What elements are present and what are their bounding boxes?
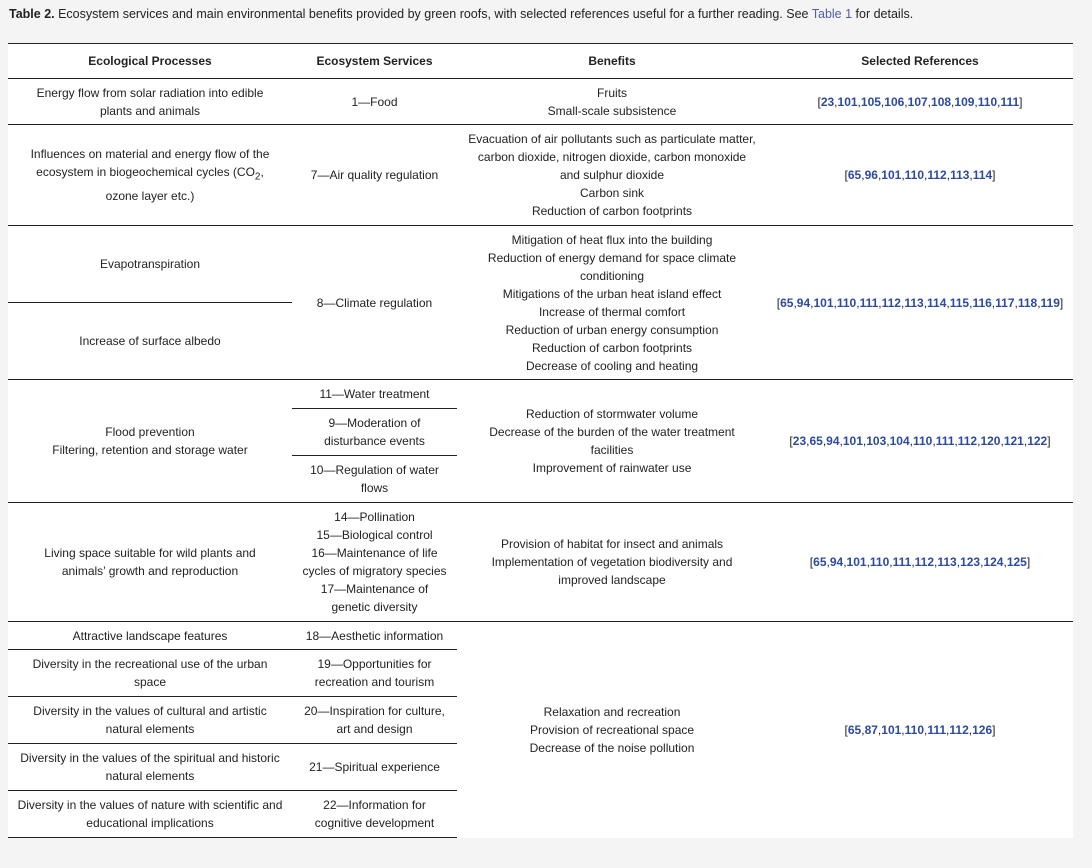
service-cell [292,456,457,503]
cell-line: Relaxation and recreation [543,704,681,719]
reference-link[interactable]: 104 [889,434,910,448]
ref-separator: , [932,434,936,448]
reference-link[interactable]: 65 [809,434,823,448]
reference-link[interactable]: 65 [813,555,827,569]
reference-link[interactable]: 126 [972,722,993,737]
cell-line: Increase of surface albedo [79,334,221,348]
reference-link[interactable]: 120 [980,434,1001,448]
cell-line: carbon dioxide, nitrogen dioxide, carbon monoxide [477,150,747,164]
reference-link[interactable]: 113 [937,555,957,569]
reference-link[interactable]: 101 [846,555,867,569]
ref-separator: , [877,722,882,737]
cell-line: 8—Climate regulation [316,295,433,310]
ref-separator: , [878,295,882,310]
ref-separator: , [946,722,950,737]
cell-line: space [133,675,167,689]
reference-link[interactable]: 110 [904,722,924,737]
cell-line: educational implications [86,816,214,830]
ref-separator: , [843,555,847,569]
ref-separator: , [822,434,827,448]
ref-separator: , [810,295,814,310]
references-cell [767,226,1073,380]
reference-link[interactable]: 108 [931,94,952,109]
process-cell [8,79,292,125]
reference-link[interactable]: 111 [935,434,955,448]
process-line: Influences on material and energy flow of the [30,147,270,162]
cell-line: improved landscape [558,573,666,587]
reference-link[interactable]: 111 [859,295,879,310]
process-cell [8,226,292,303]
reference-link[interactable]: 118 [1017,295,1038,310]
process-line [12,163,288,186]
reference-link[interactable]: 122 [1027,434,1048,448]
cell-line: Implementation of vegetation biodiversity and [491,555,733,569]
cell-line: Carbon sink [579,186,645,200]
cell-line: Increase of thermal comfort [538,304,686,319]
ref-separator: , [857,94,861,109]
process-cell [8,125,292,226]
reference-link[interactable]: 107 [907,94,928,109]
cell-line: flows [360,481,389,495]
cell-line: 7—Air quality regulation [310,168,439,182]
reference-link[interactable]: 113 [950,168,970,182]
service-cell [292,622,457,650]
cell-line: 9—Moderation of [328,416,421,430]
cell-line: Reduction of urban energy consumption [505,322,719,337]
reference-link[interactable]: 65 [780,295,794,310]
reference-link[interactable]: 110 [913,434,933,448]
header-ecological-processes: Ecological Processes [8,44,292,79]
ref-separator: , [880,94,885,109]
bracket-close: ] [1059,295,1064,310]
service-cell [292,409,457,456]
ref-separator: , [861,722,865,737]
cell-line: conditioning [579,268,645,283]
cell-line: Decrease of the burden of the water treatment [489,425,735,439]
ref-separator: , [1003,555,1007,569]
reference-link[interactable]: 94 [796,295,811,310]
process-cell [8,697,292,744]
ref-separator: , [833,295,837,310]
cell-line: 18—Aesthetic information [305,628,444,643]
reference-link[interactable]: 112 [914,555,935,569]
cell-line: recreation and tourism [314,675,435,689]
reference-link[interactable]: 110 [836,295,857,310]
service-cell [292,226,457,380]
ref-separator: , [969,168,973,182]
reference-link[interactable]: 105 [860,94,881,109]
ref-separator: , [969,295,973,310]
ref-separator: , [946,295,950,310]
ref-separator: , [877,168,882,182]
references-cell [767,380,1073,503]
reference-link[interactable]: 96 [864,168,878,182]
references-cell [767,622,1073,838]
ref-separator: , [889,555,893,569]
bracket-open: [ [844,168,848,182]
cell-line: natural elements [105,722,195,736]
ref-separator: , [1023,434,1028,448]
service-cell [292,744,457,791]
bracket-open: [ [809,555,814,569]
ref-separator: , [974,94,978,109]
reference-link[interactable]: 103 [866,434,887,448]
reference-link[interactable]: 110 [869,555,890,569]
reference-link[interactable]: 113 [904,295,924,310]
service-cell [292,503,457,622]
reference-link[interactable]: 101 [842,434,863,448]
ref-separator: , [806,434,810,448]
reference-link[interactable]: 115 [949,295,970,310]
references-cell [767,125,1073,226]
bracket-close: ] [1047,434,1051,448]
ref-separator: , [901,722,905,737]
references-cell [767,503,1073,622]
subscript: 2 [254,171,261,183]
cell-line: 20—Inspiration for culture, [304,704,445,718]
cell-line: Living space suitable for wild plants and [44,546,256,560]
reference-link[interactable]: 87 [864,722,878,737]
service-cell [292,650,457,697]
reference-link[interactable]: 124 [983,555,1004,569]
ref-separator: , [866,555,870,569]
cell-line: Reduction of energy demand for space climate [487,250,737,265]
process-cell [8,791,292,838]
cell-line: 16—Maintenance of life [311,546,438,560]
cell-line: Provision of habitat for insect and animals [500,537,724,551]
service-cell [292,697,457,744]
ref-separator: , [839,434,843,448]
reference-link[interactable]: 123 [960,555,981,569]
cell-line: 17—Maintenance of [320,582,429,596]
reference-link[interactable]: 109 [954,94,975,109]
bracket-open: [ [817,94,821,109]
bracket-close: ] [992,722,996,737]
cell-line: Attractive landscape features [72,628,228,643]
ref-separator: , [904,94,908,109]
service-cell [292,380,457,409]
ref-separator: , [968,722,973,737]
cell-line: genetic diversity [331,600,418,614]
cell-line: Diversity in the values of the spiritual and historic [20,751,280,765]
process-cell [8,744,292,791]
cell-line: Diversity in the values of cultural and artistic [33,704,267,718]
reference-link[interactable]: 94 [829,555,844,569]
service-cell [292,791,457,838]
ref-separator: , [1037,295,1041,310]
reference-link[interactable]: 65 [847,722,862,737]
ref-separator: , [834,94,838,109]
cell-line: Decrease of the noise pollution [529,740,695,755]
ref-separator: , [997,94,1001,109]
ref-separator: , [862,434,867,448]
reference-link[interactable]: 111 [1000,94,1020,109]
cell-line: Evacuation of air pollutants such as particulate matter, [468,132,756,146]
header-benefits: Benefits [457,44,767,79]
bracket-open: [ [776,295,781,310]
cell-line: 11—Water treatment [319,387,430,401]
cell-line: Reduction of carbon footprints [531,204,693,218]
ecosystem-services-table [8,43,1073,838]
benefits-cell [457,622,767,838]
cell-line: 14—Pollination [334,510,415,524]
bracket-open: [ [789,434,793,448]
process-cell [8,622,292,650]
process-text: ecosystem in biogeochemical cycles (CO [36,165,255,180]
cell-line: Diversity in the values of nature with scientific and [17,798,283,812]
ref-separator: , [951,94,955,109]
reference-link[interactable]: 23 [792,434,807,448]
ref-separator: , [826,555,830,569]
caption-tail: for details. [852,7,914,21]
cell-line: Energy flow from solar radiation into edible [36,85,264,100]
cell-line: cycles of migratory species [302,564,447,578]
reference-link[interactable]: 121 [1003,434,1024,448]
ref-separator: , [911,555,915,569]
ref-separator: , [793,295,797,310]
ref-separator: , [956,555,961,569]
process-cell [8,650,292,697]
reference-link[interactable]: 101 [881,722,902,737]
ref-separator: , [861,168,865,182]
ref-separator: , [856,295,860,310]
service-cell [292,79,457,125]
cell-line: 1—Food [351,94,398,109]
ref-separator: , [886,434,890,448]
cell-line: Reduction of stormwater volume [525,407,699,421]
reference-link[interactable]: 101 [813,295,834,310]
table-1-link[interactable]: Table 1 [811,7,853,21]
cell-line: Filtering, retention and storage water [52,443,248,457]
cell-line: Improvement of rainwater use [532,461,692,475]
cell-line: animals’ growth and reproduction [61,564,239,578]
cell-line: 10—Regulation of water [310,463,439,477]
ref-separator: , [934,555,938,569]
cell-line: Decrease of cooling and heating [525,358,699,373]
reference-link[interactable]: 94 [826,434,840,448]
cell-line: Mitigation of heat flux into the building [511,232,713,247]
references-cell [767,79,1073,125]
caption-label: Table 2. [9,7,55,21]
reference-link[interactable]: 112 [881,295,901,310]
process-cell [8,503,292,622]
cell-line: plants and animals [99,103,201,118]
ref-separator: , [909,434,913,448]
cell-line: cognitive development [314,816,435,830]
ref-separator: , [901,168,905,182]
comma: , [260,165,264,180]
reference-link[interactable]: 23 [820,94,835,109]
ref-separator: , [980,555,984,569]
reference-link[interactable]: 110 [904,168,925,182]
bracket-close: ] [1019,94,1023,109]
cell-line: Fruits [597,85,627,100]
cell-line: Diversity in the recreational use of the urban [32,657,268,671]
bracket-open: [ [844,722,848,737]
process-cell [8,380,292,503]
reference-link[interactable]: 110 [977,94,998,109]
reference-link[interactable]: 114 [927,295,947,310]
cell-line: 15—Biological control [316,528,433,542]
cell-line: Provision of recreational space [529,722,695,737]
ref-separator: , [924,168,928,182]
bracket-close: ] [1026,555,1031,569]
ref-separator: , [946,168,951,182]
benefits-cell [457,226,767,380]
reference-link[interactable]: 117 [995,295,1015,310]
reference-link[interactable]: 112 [927,168,947,182]
header-selected-references: Selected References [767,44,1073,79]
ref-separator: , [924,722,928,737]
cell-line: Flood prevention [105,425,195,439]
benefits-cell [457,125,767,226]
benefits-cell [457,79,767,125]
ref-separator: , [900,295,905,310]
process-line: ozone layer etc.) [105,188,195,203]
ref-separator: , [927,94,932,109]
ref-separator: , [954,434,958,448]
reference-link[interactable]: 111 [927,722,947,737]
benefits-cell [457,380,767,503]
cell-line: Mitigations of the urban heat island effect [502,286,722,301]
reference-link[interactable]: 101 [837,94,858,109]
cell-line: 21—Spiritual experience [309,760,440,774]
service-cell [292,125,457,226]
reference-link[interactable]: 112 [957,434,978,448]
reference-link[interactable]: 101 [881,168,902,182]
ref-separator: , [1014,295,1018,310]
reference-link[interactable]: 114 [972,168,993,182]
reference-link[interactable]: 106 [884,94,905,109]
reference-link[interactable]: 125 [1006,555,1027,569]
cell-line: Small-scale subsistence [547,103,677,118]
cell-line: and sulphur dioxide [559,168,665,182]
reference-link[interactable]: 119 [1040,295,1060,310]
header-ecosystem-services: Ecosystem Services [292,44,457,79]
cell-line: art and design [336,722,413,736]
cell-line: disturbance events [324,434,425,448]
cell-line: Reduction of carbon footprints [531,340,693,355]
table-caption [9,6,1079,22]
cell-line: 19—Opportunities for [317,657,432,671]
ref-separator: , [977,434,981,448]
process-cell [8,303,292,380]
reference-link[interactable]: 112 [949,722,969,737]
ref-separator: , [923,295,928,310]
bracket-close: ] [992,168,996,182]
reference-link[interactable]: 111 [892,555,912,569]
cell-line: Evapotranspiration [99,257,201,271]
cell-line: facilities [590,443,634,457]
reference-link[interactable]: 116 [972,295,992,310]
cell-line: natural elements [105,769,195,783]
reference-link[interactable]: 65 [847,168,862,182]
cell-line: 22—Information for [323,798,426,812]
caption-text: Ecosystem services and main environmental benefits provided by green roofs, with selected references useful for a further reading. See [54,7,812,21]
ref-separator: , [1000,434,1004,448]
ref-separator: , [991,295,996,310]
benefits-cell [457,503,767,622]
